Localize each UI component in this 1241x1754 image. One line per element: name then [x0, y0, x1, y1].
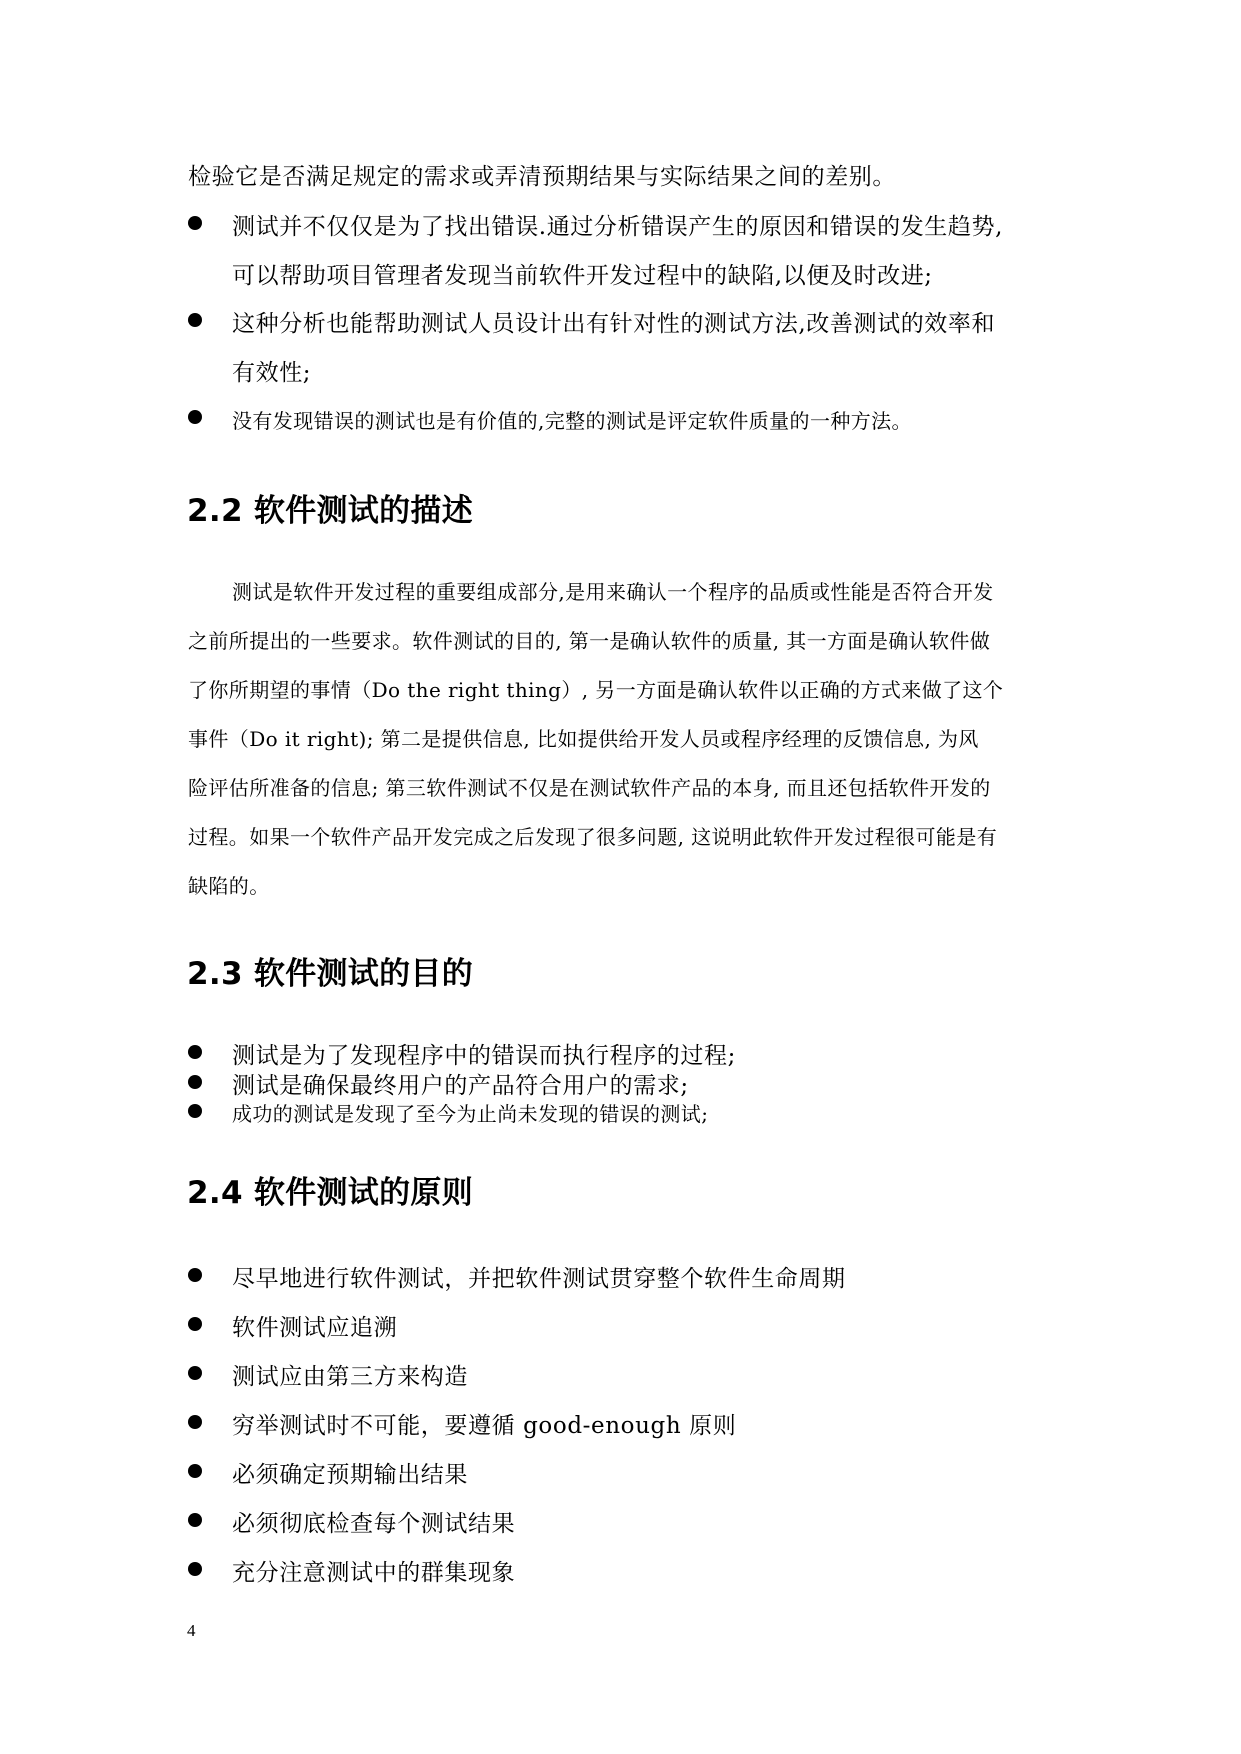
intro-bullet-1-line-2: 可以帮助项目管理者发现当前软件开发过程中的缺陷,以便及时改进; — [232, 263, 933, 289]
list-item: 穷举测试时不可能，要遵循 good-enough 原则 — [232, 1413, 737, 1439]
bullet-icon — [188, 216, 202, 230]
list-item: 必须确定预期输出结果 — [232, 1462, 468, 1488]
list-item: 尽早地进行软件测试，并把软件测试贯穿整个软件生命周期 — [232, 1266, 846, 1292]
list-item: 软件测试应追溯 — [232, 1315, 398, 1341]
paragraph-line: 测试是软件开发过程的重要组成部分,是用来确认一个程序的品质或性能是否符合开发 — [232, 580, 994, 604]
list-item: 测试是为了发现程序中的错误而执行程序的过程; — [232, 1043, 736, 1069]
list-item: 测试应由第三方来构造 — [232, 1364, 468, 1390]
page-number: 4 — [187, 1621, 196, 1640]
paragraph-line: 了你所期望的事情（Do the right thing）, 另一方面是确认软件以正确的方式来做了这个 — [188, 678, 1004, 702]
bullet-icon — [188, 1513, 202, 1527]
list-item: 测试是确保最终用户的产品符合用户的需求; — [232, 1073, 689, 1099]
bullet-icon — [188, 1104, 202, 1118]
paragraph-line: 缺陷的。 — [188, 874, 270, 898]
bullet-icon — [188, 1075, 202, 1089]
section-heading-2-3: 2.3 软件测试的目的 — [187, 956, 474, 992]
intro-bullet-2-line-2: 有效性; — [232, 360, 312, 386]
paragraph-line: 过程。如果一个软件产品开发完成之后发现了很多问题, 这说明此软件开发过程很可能是有 — [188, 825, 998, 849]
paragraph-line: 之前所提出的一些要求。软件测试的目的, 第一是确认软件的质量, 其一方面是确认软件做 — [188, 629, 991, 653]
bullet-icon — [188, 1268, 202, 1282]
bullet-icon — [188, 1415, 202, 1429]
bullet-icon — [188, 1562, 202, 1576]
intro-bullet-3: 没有发现错误的测试也是有价值的,完整的测试是评定软件质量的一种方法。 — [232, 409, 912, 433]
bullet-icon — [188, 313, 202, 327]
intro-bullet-1-line-1: 测试并不仅仅是为了找出错误.通过分析错误产生的原因和错误的发生趋势, — [232, 214, 1004, 240]
list-item: 成功的测试是发现了至今为止尚未发现的错误的测试; — [232, 1102, 709, 1126]
section-heading-2-2: 2.2 软件测试的描述 — [187, 493, 474, 529]
intro-bullet-2-line-1: 这种分析也能帮助测试人员设计出有针对性的测试方法,改善测试的效率和 — [232, 311, 996, 337]
intro-text-line: 检验它是否满足规定的需求或弄清预期结果与实际结果之间的差别。 — [188, 164, 896, 190]
bullet-icon — [188, 410, 202, 424]
bullet-icon — [188, 1464, 202, 1478]
bullet-icon — [188, 1317, 202, 1331]
list-item: 必须彻底检查每个测试结果 — [232, 1511, 516, 1537]
bullet-icon — [188, 1045, 202, 1059]
paragraph-line: 事件（Do it right); 第二是提供信息, 比如提供给开发人员或程序经理的反馈信息, 为风 — [188, 727, 979, 751]
bullet-icon — [188, 1366, 202, 1380]
list-item: 充分注意测试中的群集现象 — [232, 1560, 516, 1586]
section-heading-2-4: 2.4 软件测试的原则 — [187, 1175, 474, 1211]
paragraph-line: 险评估所准备的信息; 第三软件测试不仅是在测试软件产品的本身, 而且还包括软件开发的 — [188, 776, 991, 800]
